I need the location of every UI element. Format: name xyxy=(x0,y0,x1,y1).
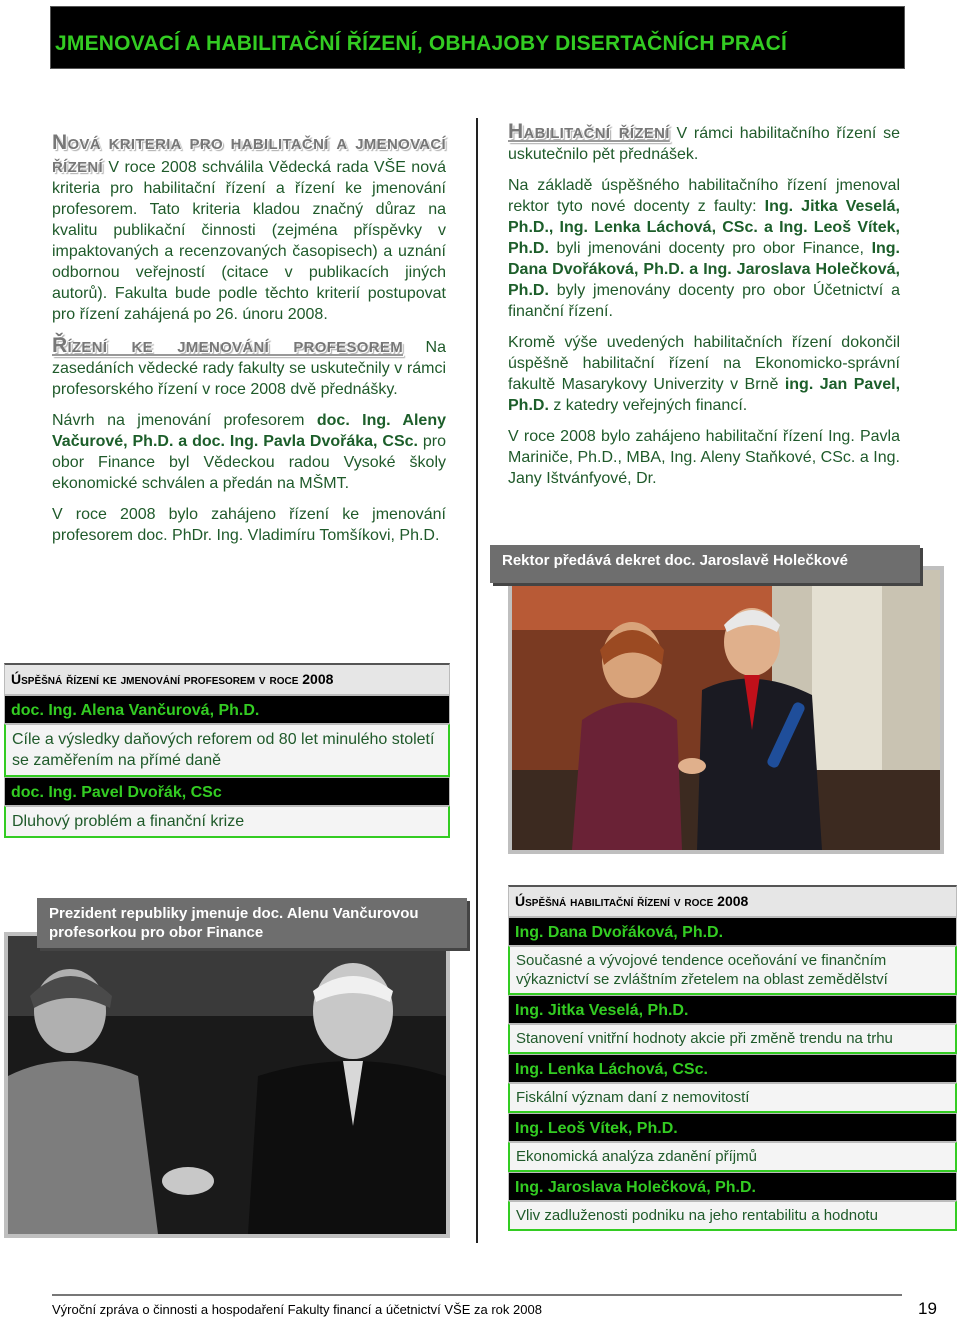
heading-habilitation: Habilitační řízení xyxy=(508,120,670,143)
table-row-name: doc. Ing. Pavel Dvořák, CSc xyxy=(4,777,450,806)
table-row-topic: Fiskální význam daní z nemovitostí xyxy=(508,1083,957,1113)
photo-president-image xyxy=(8,936,446,1234)
table-row-topic: Ekonomická analýza zdanění příjmů xyxy=(508,1142,957,1172)
text-nomination-a: Návrh na jmenování profesorem xyxy=(52,412,317,429)
heading-professor-procedure: Řízení ke jmenování profesorem xyxy=(52,334,403,357)
table-row-topic: Dluhový problém a finanční krize xyxy=(4,806,450,838)
paragraph-nomination xyxy=(52,410,446,494)
table-row-name: Ing. Leoš Vítek, Ph.D. xyxy=(508,1113,957,1142)
photo-rector-handshake xyxy=(508,566,944,854)
professor-appointments-table xyxy=(4,663,450,838)
professor-table-header: Úspěšná řízení ke jmenování profesorem v roce 2008 xyxy=(4,663,450,695)
text-docents-a: Na základě úspěšného habilitačního řízení jmenoval rektor tyto nové docenty z faulty: xyxy=(508,177,900,215)
heading-new-criteria: Nová kriteria pro habilitační a jmenovací řízení xyxy=(52,131,446,177)
page-number: 19 xyxy=(918,1299,937,1318)
photo-rector-image xyxy=(512,570,940,850)
section-title: JMENOVACÍ A HABILITAČNÍ ŘÍZENÍ, OBHAJOBY DISERTAČNÍCH PRACÍ xyxy=(55,32,788,55)
text-masaryk-a: Kromě výše uvedených habilitačních řízení dokončil úspěšně habilitační řízení na Ekonomicko-správní fakultě Masarykovy Univerzity v Brně xyxy=(508,334,900,393)
table-row-name: Ing. Jaroslava Holečková, Ph.D. xyxy=(508,1172,957,1201)
paragraph-new-docents xyxy=(508,175,900,322)
table-row-name: doc. Ing. Alena Vančurová, Ph.D. xyxy=(4,695,450,724)
table-row-topic: Cíle a výsledky daňových reforem od 80 let minulého století se zaměřením na přímé daně xyxy=(4,724,450,777)
text-docents-c: byli jmenováni docenty pro obor Finance, xyxy=(548,240,872,257)
table-row-topic: Současné a vývojové tendence oceňování ve finančním výkaznictví se zvláštním zřetelem na oblast zemědělství xyxy=(508,946,957,995)
right-column xyxy=(508,121,900,499)
paragraph-professor-procedure xyxy=(52,335,446,400)
text-nomination-names: doc. Ing. Aleny Vačurové, Ph.D. a doc. Ing. Pavla Dvořáka, CSc. xyxy=(52,412,447,450)
habilitation-table-header: Úspěšná habilitační řízení v roce 2008 xyxy=(508,885,957,917)
table-row-name: Ing. Dana Dvořáková, Ph.D. xyxy=(508,917,957,946)
paragraph-masaryk xyxy=(508,332,900,416)
photo-rector-caption: Rektor předává dekret doc. Jaroslavě Holečkové xyxy=(490,545,920,583)
section-banner xyxy=(50,6,905,69)
table-row-name: Ing. Lenka Láchová, CSc. xyxy=(508,1054,957,1083)
text-masaryk-name: ing. Jan Pavel, Ph.D. xyxy=(508,376,901,414)
table-row-topic: Vliv zadluženosti podniku na jeho rentabilitu a hodnotu xyxy=(508,1201,957,1231)
paragraph-hab-started: V roce 2008 bylo zahájeno habilitační řízení Ing. Pavla Mariniče, Ph.D., MBA, Ing. Aleny Staňkové, CSc. a Ing. Jany Ištvánfyové, Dr. xyxy=(508,428,900,487)
footer-text: Výroční zpráva o činnosti a hospodaření Fakulty financí a účetnictví VŠE za rok 2008 xyxy=(52,1302,542,1317)
paragraph-habilitation xyxy=(508,121,900,165)
table-row-name: Ing. Jitka Veselá, Ph.D. xyxy=(508,995,957,1024)
footer-divider xyxy=(52,1294,902,1296)
text-nomination-c: pro obor Finance byl Vědeckou radou Vysoké školy ekonomické schválen a předán na MŠMT. xyxy=(52,433,447,492)
column-divider xyxy=(476,118,478,1243)
text-docents-e: byly jmenovány docenty pro obor Účetnictví a finanční řízení. xyxy=(508,282,900,320)
text-docents-accounting: Ing. Dana Dvořáková, Ph.D. a Ing. Jaroslava Holečková, Ph.D. xyxy=(508,240,900,299)
text-masaryk-c: z katedry veřejných financí. xyxy=(548,397,748,414)
paragraph-new-criteria xyxy=(52,132,446,325)
text-professor-procedure: Na zasedáních vědecké rady fakulty se uskutečnily v rámci profesorského řízení v roce 2008 dvě přednášky. xyxy=(52,339,446,398)
paragraph-started: V roce 2008 bylo zahájeno řízení ke jmenování profesorem doc. PhDr. Ing. Vladimíru Tomšíkovi, Ph.D. xyxy=(52,506,446,544)
photo-president-handshake xyxy=(4,932,450,1238)
text-new-criteria: V roce 2008 schválila Vědecká rada VŠE nová kriteria pro habilitační řízení a řízení ke jmenování profesorem. Tato kriteria kladou značný důraz na kvalitu publikační činnosti (zejména příspěvky v impaktovaných a recenzovaných časopisech) a uznání odbornou veřejností (citace v publikacích jiných autorů). Fakulta bude podle těchto kriterií postupovat pro řízení zahájená po 26. únoru 2008. xyxy=(52,159,446,323)
habilitation-table xyxy=(508,885,957,1231)
text-docents-finance: Ing. Jitka Veselá, Ph.D., Ing. Lenka Láchová, CSc. a Ing. Leoš Vítek, Ph.D. xyxy=(508,198,900,257)
table-row-topic: Stanovení vnitřní hodnoty akcie při změně trendu na trhu xyxy=(508,1024,957,1054)
photo-president-caption: Prezident republiky jmenuje doc. Alenu Vančurovou profesorkou pro obor Finance xyxy=(37,898,467,948)
text-habilitation: V rámci habilitačního řízení se uskutečnilo pět přednášek. xyxy=(508,125,900,163)
left-column xyxy=(52,132,446,556)
